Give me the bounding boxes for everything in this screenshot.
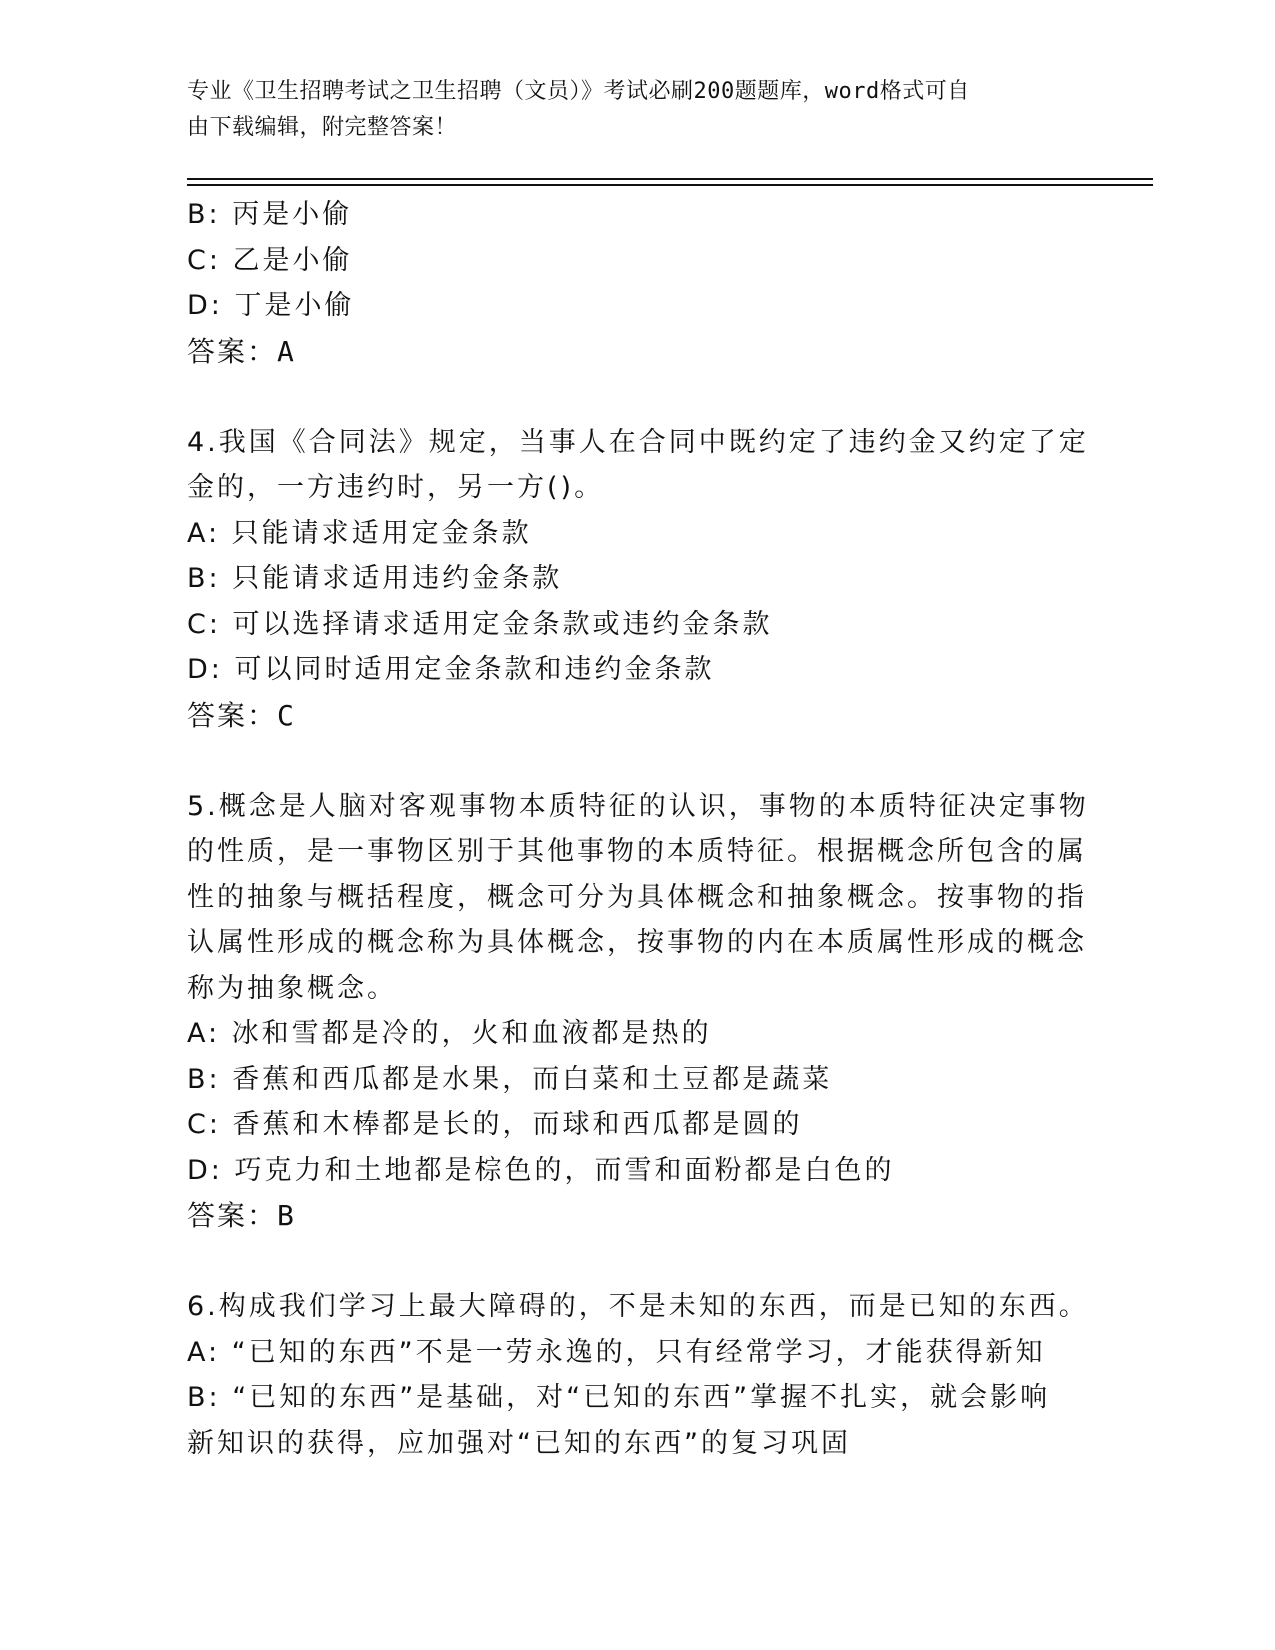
q4-option-d: D: 可以同时适用定金条款和违约金条款 <box>187 654 715 685</box>
question-5 <box>187 784 1087 1239</box>
q5-stem-line-4: 认属性形成的概念称为具体概念，按事物的内在本质属性形成的概念 <box>187 927 1087 958</box>
q4-option-c: C: 可以选择请求适用定金条款或违约金条款 <box>187 608 773 640</box>
q4-option-a: A: 只能请求适用定金条款 <box>187 517 532 549</box>
question-6 <box>187 1284 1087 1466</box>
q5-option-a: A: 冰和雪都是冷的，火和血液都是热的 <box>187 1018 712 1049</box>
q3-answer-label: 答案： <box>187 334 278 368</box>
q6-option-b-line-1: B: “已知的东西”是基础，对“已知的东西”掌握不扎实，就会影响 <box>187 1382 1051 1413</box>
q5-answer-label: 答案： <box>187 1199 278 1232</box>
header-rule-bottom <box>187 184 1153 186</box>
question-content <box>187 192 1087 1466</box>
q5-answer <box>187 1193 1087 1239</box>
spacer <box>187 1239 1087 1285</box>
q5-option-c: C: 香蕉和木棒都是长的，而球和西瓜都是圆的 <box>187 1109 803 1140</box>
q6-option-a: A: “已知的东西”不是一劳永逸的，只有经常学习，才能获得新知 <box>187 1336 1046 1368</box>
q4-stem-line-2: 金的，一方违约时，另一方()。 <box>187 472 605 503</box>
spacer <box>187 738 1087 784</box>
q5-option-b: B: 香蕉和西瓜都是水果，而白菜和土豆都是蔬菜 <box>187 1063 833 1095</box>
q6-option-b-line-2: 新知识的获得，应加强对“已知的东西”的复习巩固 <box>187 1427 851 1459</box>
q5-stem-line-3: 性的抽象与概括程度，概念可分为具体概念和抽象概念。按事物的指 <box>187 881 1087 913</box>
q3-answer-value: A <box>277 334 296 368</box>
q4-stem-line-1: 4.我国《合同法》规定，当事人在合同中既约定了违约金又约定了定 <box>187 426 1089 458</box>
header-title-line-1: 专业《卫生招聘考试之卫生招聘（文员）》考试必刷200题题库，word格式可自 <box>187 79 970 104</box>
q3-answer <box>187 329 1087 375</box>
q4-answer-value: C <box>277 698 296 732</box>
question-3-tail <box>187 192 1087 374</box>
q5-stem-line-5: 称为抽象概念。 <box>187 972 397 1004</box>
spacer <box>187 374 1087 420</box>
q4-answer-label: 答案： <box>187 698 278 732</box>
header-rule-top <box>187 178 1153 180</box>
q5-stem-line-2: 的性质，是一事物区别于其他事物的本质特征。根据概念所包含的属 <box>187 836 1087 867</box>
q3-option-b: B: 丙是小偷 <box>187 199 353 230</box>
q3-option-d: D: 丁是小偷 <box>187 290 355 321</box>
document-header <box>187 74 1087 146</box>
header-title-line-2: 由下载编辑，附完整答案！ <box>187 115 458 140</box>
q5-option-d: D: 巧克力和土地都是棕色的，而雪和面粉都是白色的 <box>187 1154 895 1186</box>
q4-answer <box>187 693 1087 739</box>
q5-answer-value: B <box>277 1199 296 1232</box>
q3-option-c: C: 乙是小偷 <box>187 244 353 276</box>
q5-stem-line-1: 5.概念是人脑对客观事物本质特征的认识，事物的本质特征决定事物 <box>187 790 1089 822</box>
question-4 <box>187 420 1087 739</box>
q4-option-b: B: 只能请求适用违约金条款 <box>187 563 563 594</box>
q6-stem-line-1: 6.构成我们学习上最大障碍的，不是未知的东西，而是已知的东西。 <box>187 1291 1089 1322</box>
